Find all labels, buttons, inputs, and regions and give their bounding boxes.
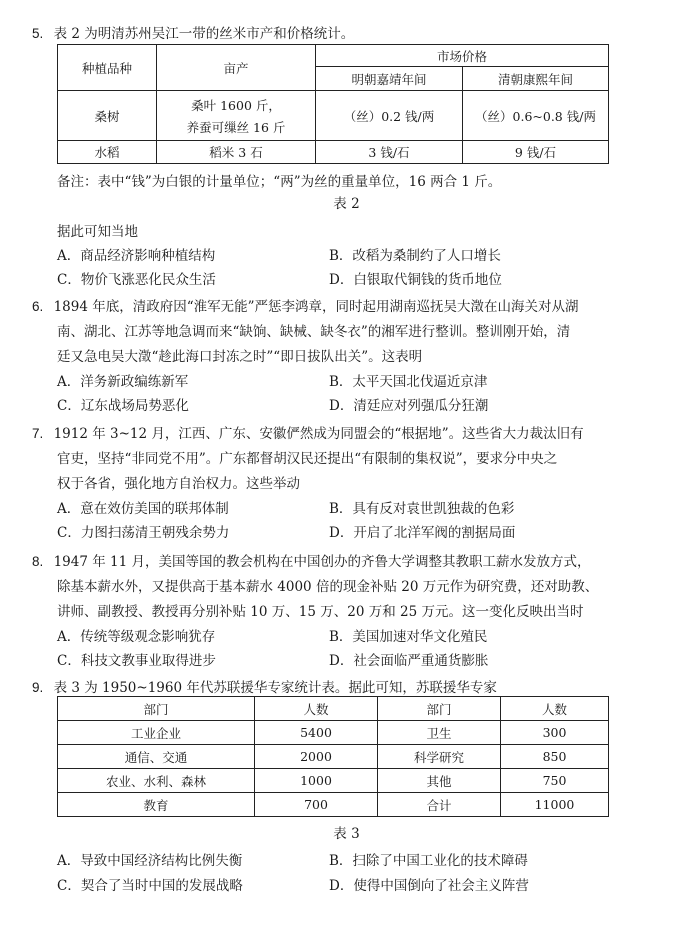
q8-line-1 — [32, 550, 590, 570]
t2-cell: 9 钱/石 — [463, 141, 609, 164]
q9-option-a[interactable]: A．导致中国经济结构比例失衡 — [57, 853, 243, 869]
t3-cell: 农业、水利、森林 — [58, 769, 255, 793]
q6-line-1 — [32, 295, 579, 315]
t3-cell: 1000 — [255, 769, 378, 793]
q5-number: 5. — [32, 26, 44, 41]
q8-option-c[interactable]: C．科技文教事业取得进步 — [57, 653, 216, 669]
t2-header-yield: 亩产 — [157, 45, 316, 91]
t2-cell: 桑树 — [58, 91, 157, 141]
t3-cell: 750 — [501, 769, 609, 793]
t2-header-crop: 种植品种 — [58, 45, 157, 91]
q6-option-a[interactable]: A．洋务新政编练新军 — [57, 374, 189, 390]
table-header-row — [58, 697, 609, 721]
t2-yield-line: 养蚕可缫丝 16 斤 — [186, 119, 286, 135]
t3-cell: 2000 — [255, 745, 378, 769]
q7-option-b[interactable]: B．具有反对袁世凯独裁的色彩 — [329, 501, 515, 517]
q9-header — [32, 676, 497, 696]
t3-cell: 850 — [501, 745, 609, 769]
t2-cell: 水稻 — [58, 141, 157, 164]
t2-header-market: 市场价格 — [316, 45, 609, 67]
t3-header: 人数 — [255, 697, 378, 721]
q5-header — [32, 22, 354, 42]
table-row — [58, 91, 609, 141]
table-row — [58, 769, 609, 793]
q8-line-3: 讲师、副教授、教授再分别补贴 10 万、15 万、20 万和 25 万元。这一变化反映出当时 — [57, 604, 584, 620]
q7-option-c[interactable]: C．力图扫荡清王朝残余势力 — [57, 525, 230, 541]
q8-option-d[interactable]: D．社会面临严重通货膨胀 — [329, 653, 489, 669]
q7-line-3: 权于各省，强化地方自治权力。这些举动 — [57, 476, 300, 492]
table-2 — [57, 44, 609, 164]
table-row — [58, 721, 609, 745]
q5-note: 备注：表中“钱”为白银的计量单位；“两”为丝的重量单位，16 两合 1 斤。 — [57, 174, 502, 190]
q6-text: 1894 年底，清政府因“淮军无能”严惩李鸿章，同时起用湖南巡抚吴大澂在山海关对从湖 — [53, 299, 579, 315]
q6-option-c[interactable]: C．辽东战场局势恶化 — [57, 398, 189, 414]
t2-cell: （丝）0.6~0.8 钱/两 — [463, 91, 609, 141]
q6-number: 6. — [32, 299, 44, 314]
table-row — [58, 793, 609, 817]
q5-option-b[interactable]: B．改稻为桑制约了人口增长 — [329, 248, 501, 264]
q5-option-c[interactable]: C．物价飞涨恶化民众生活 — [57, 272, 216, 288]
t3-cell: 教育 — [58, 793, 255, 817]
q5-caption: 表 2 — [333, 196, 360, 212]
t3-cell: 5400 — [255, 721, 378, 745]
t3-header: 部门 — [58, 697, 255, 721]
q5-option-d[interactable]: D．白银取代铜钱的货币地位 — [329, 272, 502, 288]
table-row — [58, 745, 609, 769]
q6-line-3: 廷又急电吴大澂“趁此海口封冻之时”“即日拔队出关”。这表明 — [57, 349, 423, 365]
q6-line-2: 南、湖北、江苏等地急调而来“缺饷、缺械、缺冬衣”的湘军进行整训。整训刚开始，清 — [57, 324, 571, 340]
q8-option-a[interactable]: A．传统等级观念影响犹存 — [57, 629, 216, 645]
t3-header: 部门 — [378, 697, 501, 721]
table-row — [58, 141, 609, 164]
t3-cell: 科学研究 — [378, 745, 501, 769]
q9-option-d[interactable]: D．使得中国倒向了社会主义阵营 — [329, 878, 529, 894]
q7-line-2: 官吏，坚持“非同党不用”。广东都督胡汉民还提出“有限制的集权说”，要求分中央之 — [57, 451, 558, 467]
t3-cell: 其他 — [378, 769, 501, 793]
q7-option-a[interactable]: A．意在效仿美国的联邦体制 — [57, 501, 229, 517]
q5-option-a[interactable]: A．商品经济影响种植结构 — [57, 248, 216, 264]
q8-line-2: 除基本薪水外，又提供高于基本薪水 4000 倍的现金补贴 20 万元作为研究费，还对助教、 — [57, 579, 599, 595]
t3-cell: 700 — [255, 793, 378, 817]
q7-text: 1912 年 3~12 月，江西、广东、安徽俨然成为同盟会的“根据地”。这些省大力裁汰旧有 — [53, 426, 584, 442]
q6-option-b[interactable]: B．太平天国北伐逼近京津 — [329, 374, 488, 390]
q5-stem: 表 2 为明清苏州吴江一带的丝米市产和价格统计。 — [53, 26, 355, 42]
t3-header: 人数 — [501, 697, 609, 721]
q6-option-d[interactable]: D．清廷应对列强瓜分狂潮 — [329, 398, 489, 414]
t2-header-qing: 清朝康熙年间 — [463, 67, 609, 91]
q9-caption: 表 3 — [333, 826, 360, 842]
t2-cell: 稻米 3 石 — [157, 141, 316, 164]
t2-cell: （丝）0.2 钱/两 — [316, 91, 463, 141]
t3-cell: 工业企业 — [58, 721, 255, 745]
q9-option-c[interactable]: C．契合了当时中国的发展战略 — [57, 878, 243, 894]
q5-lead: 据此可知当地 — [57, 224, 138, 240]
q8-text: 1947 年 11 月，美国等国的教会机构在中国创办的齐鲁大学调整其教职工薪水发放方式， — [53, 554, 591, 570]
t3-cell: 11000 — [501, 793, 609, 817]
t3-cell: 300 — [501, 721, 609, 745]
q8-number: 8. — [32, 554, 44, 569]
t2-cell-yield — [157, 91, 316, 141]
table-3 — [57, 696, 609, 817]
q9-stem: 表 3 为 1950~1960 年代苏联援华专家统计表。据此可知，苏联援华专家 — [53, 680, 497, 696]
t3-cell: 卫生 — [378, 721, 501, 745]
q9-option-b[interactable]: B．扫除了中国工业化的技术障碍 — [329, 853, 528, 869]
q7-line-1 — [32, 422, 584, 442]
t2-yield-line: 桑叶 1600 斤， — [191, 97, 281, 113]
q9-number: 9. — [32, 680, 44, 695]
t2-header-ming: 明朝嘉靖年间 — [316, 67, 463, 91]
t3-cell: 合计 — [378, 793, 501, 817]
t2-cell: 3 钱/石 — [316, 141, 463, 164]
q7-option-d[interactable]: D．开启了北洋军阀的割据局面 — [329, 525, 516, 541]
t3-cell: 通信、交通 — [58, 745, 255, 769]
q7-number: 7. — [32, 426, 44, 441]
q8-option-b[interactable]: B．美国加速对华文化殖民 — [329, 629, 488, 645]
